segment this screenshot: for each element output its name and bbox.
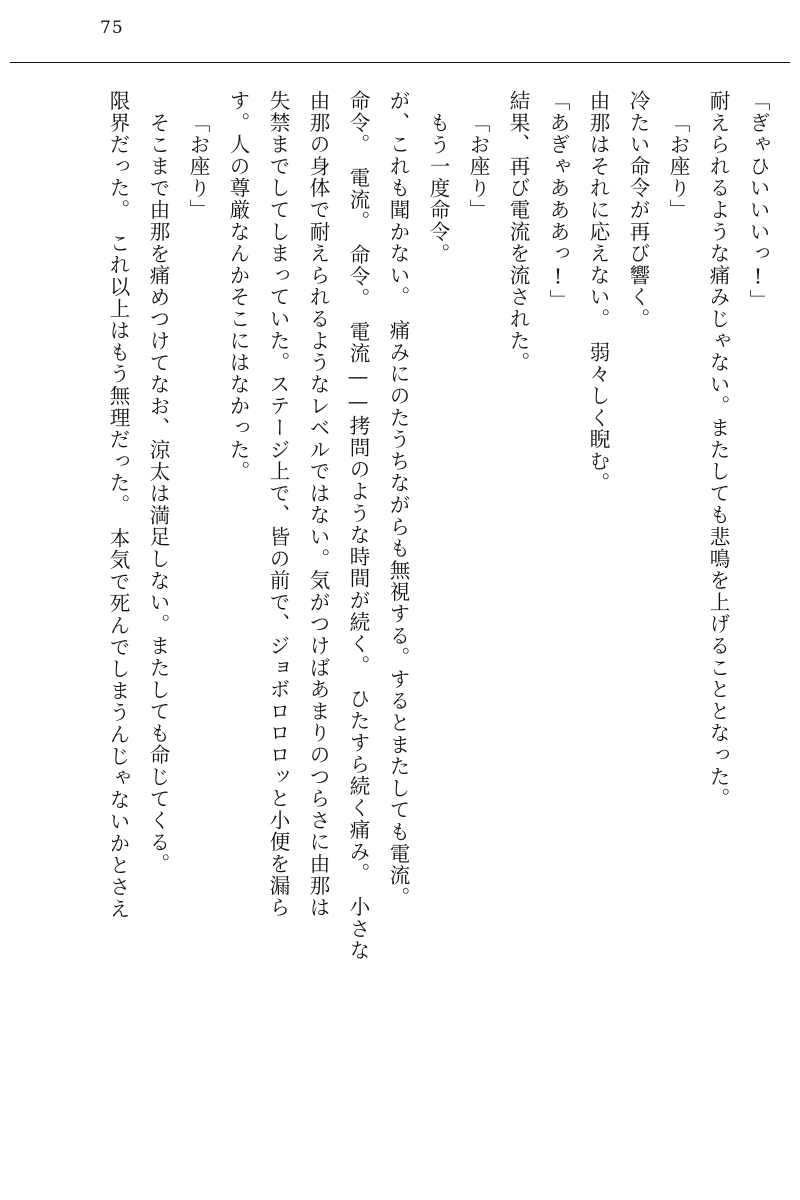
text-line: 限界だった。 これ以上はもう無理だった。 本気で死んでしまうんじゃないかとさえ: [106, 90, 130, 920]
text-line: 失禁までしてしまっていた。ステージ上で、皆の前で、ジョボロロロッと小便を漏ら: [266, 90, 290, 919]
text-line: 「お座り」: [466, 112, 490, 221]
text-line: 「あぎゃあああっ!」: [546, 90, 570, 312]
text-line: 「ぎゃひいいいっ!」: [746, 90, 770, 312]
vertical-text-body: [40, 90, 778, 1160]
text-line: そこまで由那を痛めつけてなお、涼太は満足しない。またしても命じてくる。: [146, 112, 170, 875]
text-line: 耐えられるような痛みじゃない。またしても悲鳴を上げることとなった。: [706, 90, 730, 810]
text-line: 由那の身体で耐えられるようなレベルではない。気がつけばあまりのつらさに由那は: [306, 90, 330, 919]
text-line: 「お座り」: [666, 112, 690, 221]
text-line: が、これも聞かない。 痛みにのたうちながらも無視する。するとまたしても電流。: [386, 90, 410, 909]
page-number: 75: [100, 18, 124, 38]
text-line: 由那はそれに応えない。 弱々しく睨む。: [586, 90, 610, 494]
text-line: 「お座り」: [186, 112, 210, 221]
header-rule: [10, 62, 790, 63]
text-line: す。人の尊厳なんかそこにはなかった。: [226, 90, 250, 483]
text-line: もう一度命令。: [426, 112, 450, 265]
text-line: 命令。 電流。 命令。 電流——拷問のような時間が続く。 ひたすら続く痛み。 小さな: [346, 90, 370, 962]
text-line: 冷たい命令が再び響く。: [626, 90, 650, 330]
text-line: 結果、再び電流を流された。: [506, 90, 530, 374]
